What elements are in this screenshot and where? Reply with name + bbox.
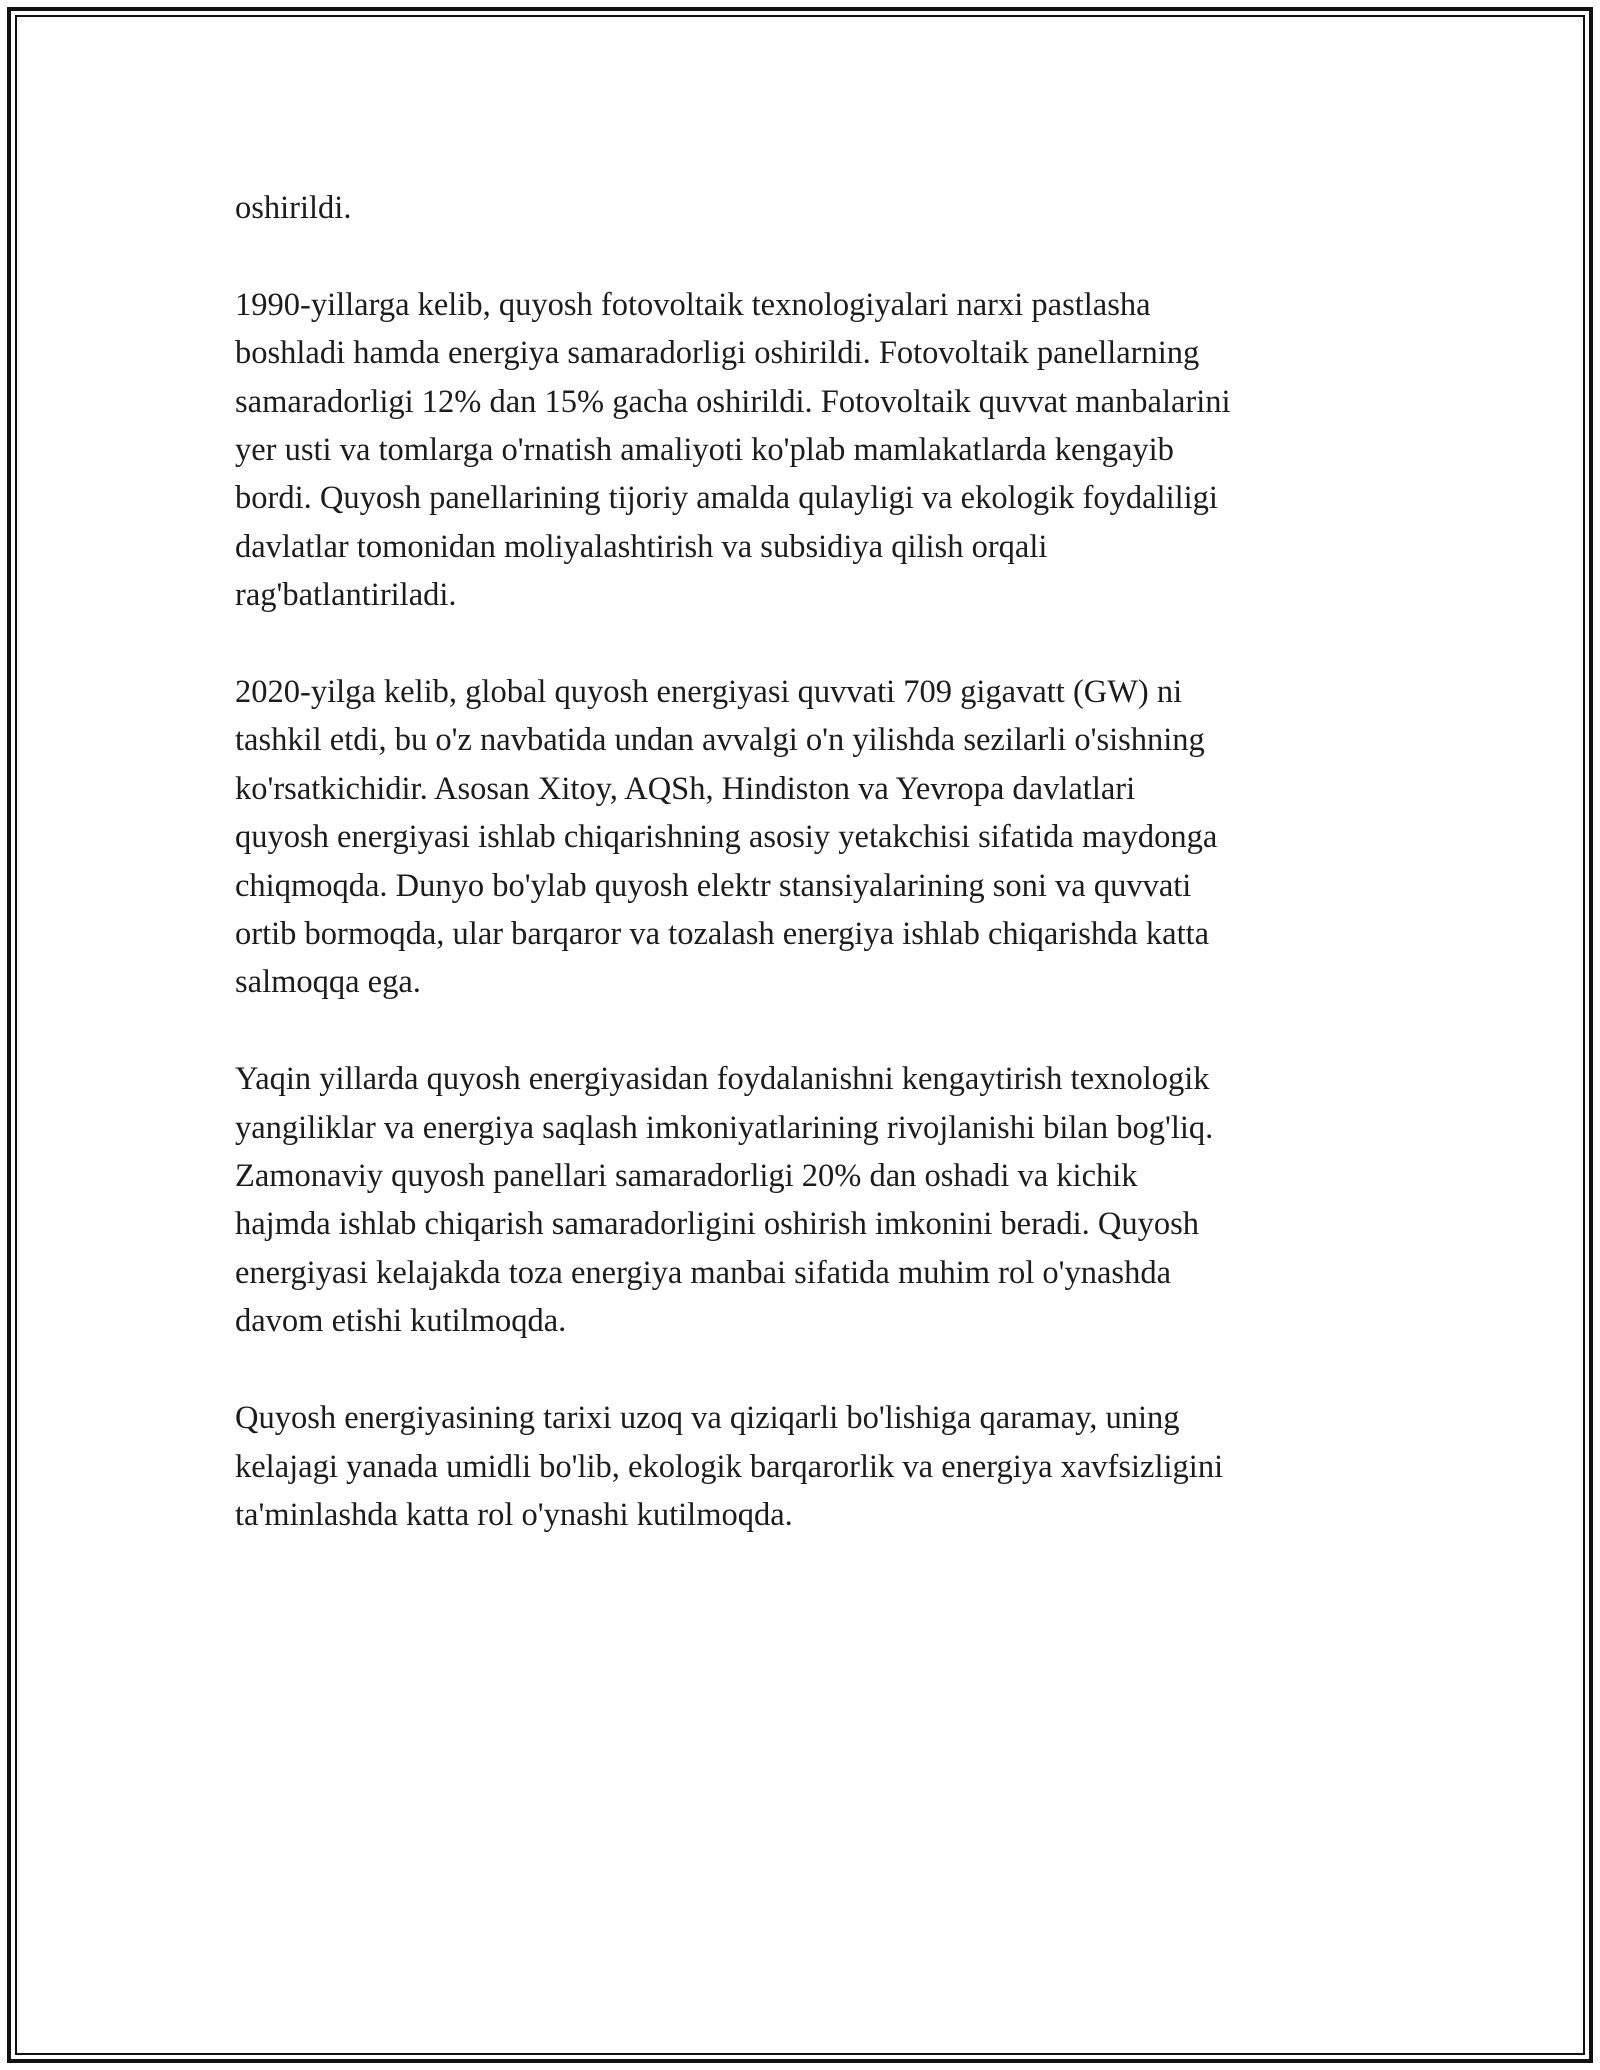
paragraph-1990s: 1990-yillarga kelib, quyosh fotovoltaik texnologiyalari narxi pastlasha boshladi hamda energiya samaradorligi oshirildi. Fotovoltaik panellarning samaradorligi 12% dan 15% gacha oshirildi. Fotovoltaik quvvat manbalarini yer usti va tomlarga o'rnatish amaliyoti ko'plab mamlakatlarda kengayib bordi. Quyosh panellarining tijoriy amalda qulayligi va ekologik foydaliligi davlatlar tomonidan moliyalashtirish va subsidiya qilish orqali rag'batlantiriladi. [235,286,1231,614]
paragraph-2020: 2020-yilga kelib, global quyosh energiyasi quvvati 709 gigavatt (GW) ni tashkil etdi, bu o'z navbatida undan avvalgi o'n yilishda sezilarli o'sishning ko'rsatkichidir. Asosan Xitoy, AQSh, Hindiston va Yevropa davlatlari quyosh energiyasi ishlab chiqarishning asosiy yetakchisi sifatida maydonga chiqmoqda. Dunyo bo'ylab quyosh elektr stansiyalarining soni va quvvati ortib bormoqda, ular barqaror va tozalash energiya ishlab chiqarishda katta salmoqqa ega. [235,674,1218,1001]
paragraph-future: Yaqin yillarda quyosh energiyasidan foydalanishni kengaytirish texnologik yangiliklar va energiya saqlash imkoniyatlarining rivojlanishi bilan bog'liq. Zamonaviy quyosh panellari samaradorligi 20% dan oshadi va kichik hajmda ishlab chiqarish samaradorligini oshirish imkonini beradi. Quyosh energiyasi kelajakda toza energiya manbai sifatida muhim rol o'ynashda davom etishi kutilmoqda. [235,1061,1214,1340]
paragraph-conclusion: Quyosh energiyasining tarixi uzoq va qiziqarli bo'lishiga qaramay, uning kelajagi yanada umidli bo'lib, ekologik barqarorlik va energiya xavfsizligini ta'minlashda katta rol o'ynashi kutilmoqda. [235,1400,1224,1533]
document-body [235,184,1375,1588]
paragraph-continuation: oshirildi. [235,190,352,226]
